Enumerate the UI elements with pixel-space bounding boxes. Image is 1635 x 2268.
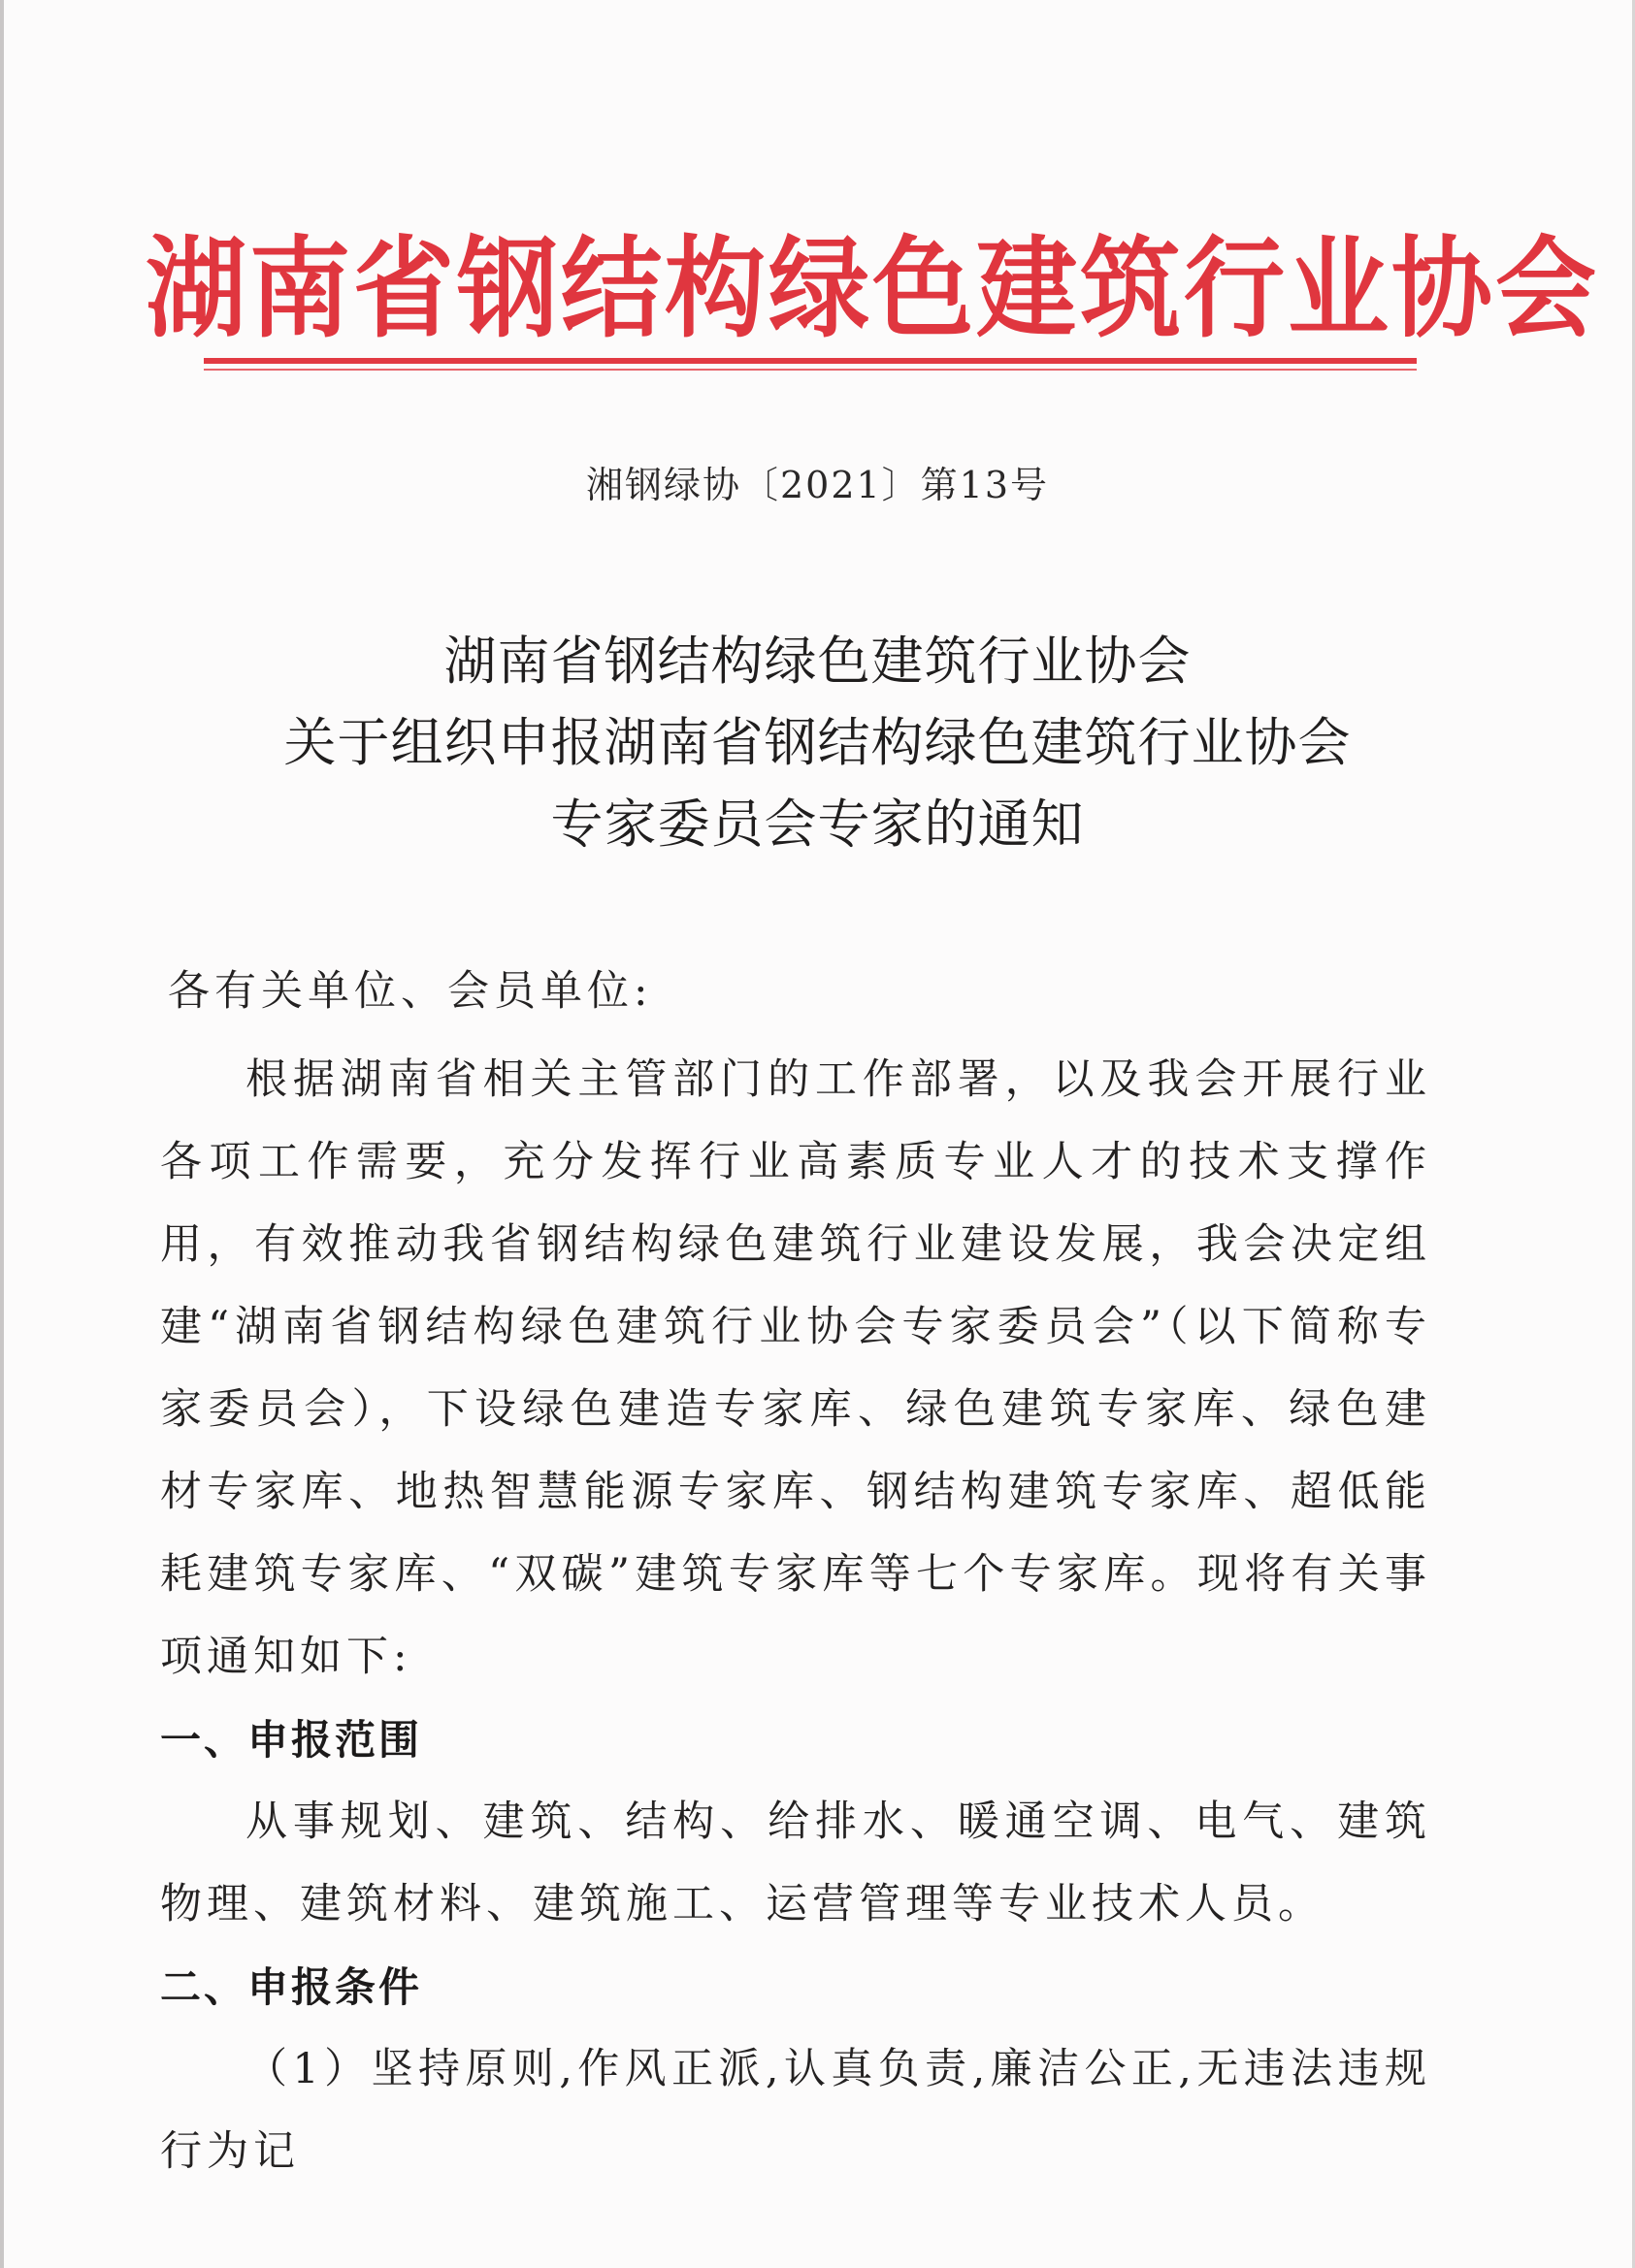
document-number: 湘钢绿协〔2021〕第13号 — [585, 464, 1050, 506]
title-line-1: 湖南省钢结构绿色建筑行业协会 — [443, 631, 1192, 692]
section-paragraph-conditions: （1）坚持原则,作风正派,认真负责,廉洁公正,无违法违规行为记 — [160, 2045, 1431, 2176]
section-heading-scope: 一、申报范围 — [160, 1716, 423, 1764]
document-title — [0, 621, 1635, 865]
intro-paragraph: 根据湖南省相关主管部门的工作部署，以及我会开展行业各项工作需要，充分发挥行业高素质专业人才的技术支撑作用，有效推动我省钢结构绿色建筑行业建设发展，我会决定组建“湖南省钢结构绿色建筑行业协会专家委员会”（以下简称专家委员会），下设绿色建造专家库、绿色建筑专家库、绿色建材专家库、地热智慧能源专家库、钢结构建筑专家库、超低能耗建筑专家库、“双碳”建筑专家库等七个专家库。现将有关事项通知如下: — [160, 1055, 1431, 1681]
title-line-2: 关于组织申报湖南省钢结构绿色建筑行业协会 — [283, 712, 1352, 773]
letterhead-rule-thin — [204, 369, 1417, 371]
letterhead-rule-thick — [204, 358, 1417, 364]
scan-edge-left — [0, 0, 4, 2268]
document-body — [160, 951, 1431, 2193]
section-paragraph-scope: 从事规划、建筑、结构、给排水、暖通空调、电气、建筑物理、建筑材料、建筑施工、运营管理等专业技术人员。 — [160, 1798, 1431, 1928]
salutation: 各有关单位、会员单位: — [168, 967, 653, 1016]
letterhead-org-name: 湖南省钢结构绿色建筑行业协会 — [146, 224, 1600, 353]
title-line-3: 专家委员会专家的通知 — [550, 794, 1085, 855]
section-heading-conditions: 二、申报条件 — [160, 1963, 423, 2011]
